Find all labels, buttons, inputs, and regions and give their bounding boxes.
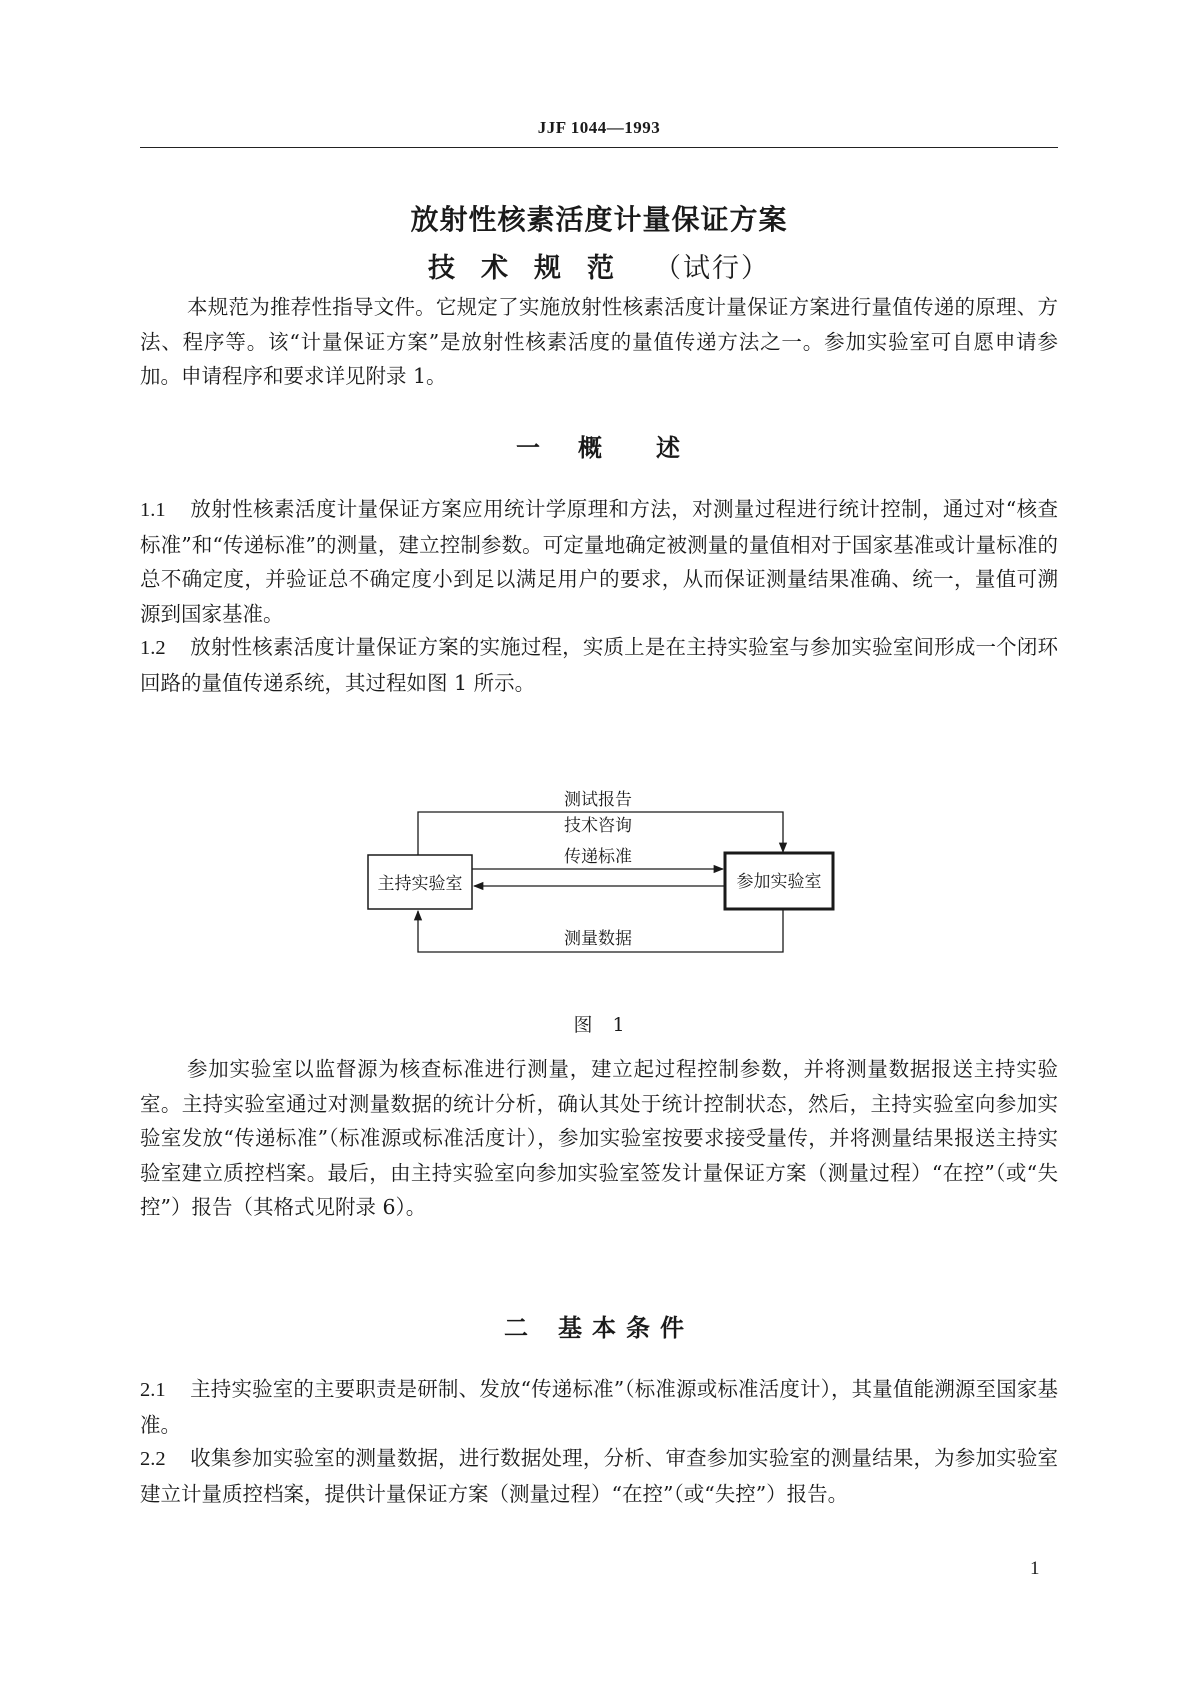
clause-2-2 bbox=[140, 1441, 1058, 1511]
participant-lab-label: 参加实验室 bbox=[736, 872, 822, 892]
document-title: 放射性核素活度计量保证方案 bbox=[410, 203, 788, 236]
middle-label-transfer: 传递标准 bbox=[564, 847, 632, 867]
standard-code-header: JJF 1044—1993 bbox=[537, 118, 661, 137]
clause-text: 放射性核素活度计量保证方案应用统计学原理和方法，对测量过程进行统计控制，通过对“核查标准”和“传递标准”的测量，建立控制参数。可定量地确定被测量的量值相对于国家基准或计量标准的总不确定度，并验证总不确定度小到足以满足用户的要求，从而保证测量结果准确、统一，量值可溯源到国家基准。 bbox=[140, 497, 1058, 626]
bottom-label-data: 测量数据 bbox=[564, 929, 632, 949]
section-1-title-char-2: 述 bbox=[656, 434, 682, 462]
clause-text: 主持实验室的主要职责是研制、发放“传递标准”（标准源或标准活度计），其量值能溯源至国家基准。 bbox=[140, 1377, 1058, 1437]
clause-number: 2.1 bbox=[140, 1379, 166, 1401]
clause-number: 1.1 bbox=[140, 499, 166, 521]
clause-text: 放射性核素活度计量保证方案的实施过程，实质上是在主持实验室与参加实验室间形成一个闭环回路的量值传递系统，其过程如图 1 所示。 bbox=[140, 635, 1058, 695]
clause-text: 收集参加实验室的测量数据，进行数据处理，分析、审查参加实验室的测量结果，为参加实验室建立计量质控档案，提供计量保证方案（测量过程）“在控”（或“失控”）报告。 bbox=[140, 1446, 1058, 1506]
section-2-number: 二 bbox=[504, 1314, 530, 1342]
figure-caption bbox=[140, 1010, 1058, 1037]
intro-paragraph: 本规范为推荐性指导文件。它规定了实施放射性核素活度计量保证方案进行量值传递的原理、方法、程序等。该“计量保证方案”是放射性核素活度的量值传递方法之一。参加实验室可自愿申请参加。申请程序和要求详见附录 1。 bbox=[140, 295, 1058, 388]
subtitle-trial: （试行） bbox=[654, 253, 770, 284]
top-label-report: 测试报告 bbox=[564, 790, 632, 810]
section-1-number: 一 bbox=[516, 434, 542, 462]
clause-number: 1.2 bbox=[140, 637, 166, 659]
page-number: 1 bbox=[1030, 1558, 1040, 1579]
section-2-title: 基本条件 bbox=[558, 1314, 694, 1342]
process-paragraph: 参加实验室以监督源为核查标准进行测量，建立起过程控制参数，并将测量数据报送主持实验室。主持实验室通过对测量数据的统计分析，确认其处于统计控制状态，然后，主持实验室向参加实验室发放“传递标准”（标准源或标准活度计），参加实验室按要求接受量传，并将测量结果报送主持实验室建立质控档案。最后，由主持实验室向参加实验室签发计量保证方案（测量过程）“在控”（或“失控”）报告（其格式见附录 6）。 bbox=[140, 1057, 1058, 1219]
top-label-consult: 技术咨询 bbox=[564, 816, 632, 836]
section-1-title-char-1: 概 bbox=[578, 434, 604, 462]
host-lab-label: 主持实验室 bbox=[377, 874, 463, 894]
subtitle-main: 技术规范 bbox=[428, 253, 640, 284]
clause-2-1 bbox=[140, 1372, 1058, 1442]
figure-caption-number: 1 bbox=[612, 1014, 625, 1036]
clause-number: 2.2 bbox=[140, 1448, 166, 1470]
figure-caption-label: 图 bbox=[573, 1014, 613, 1036]
section-heading-2 bbox=[140, 1308, 1058, 1343]
